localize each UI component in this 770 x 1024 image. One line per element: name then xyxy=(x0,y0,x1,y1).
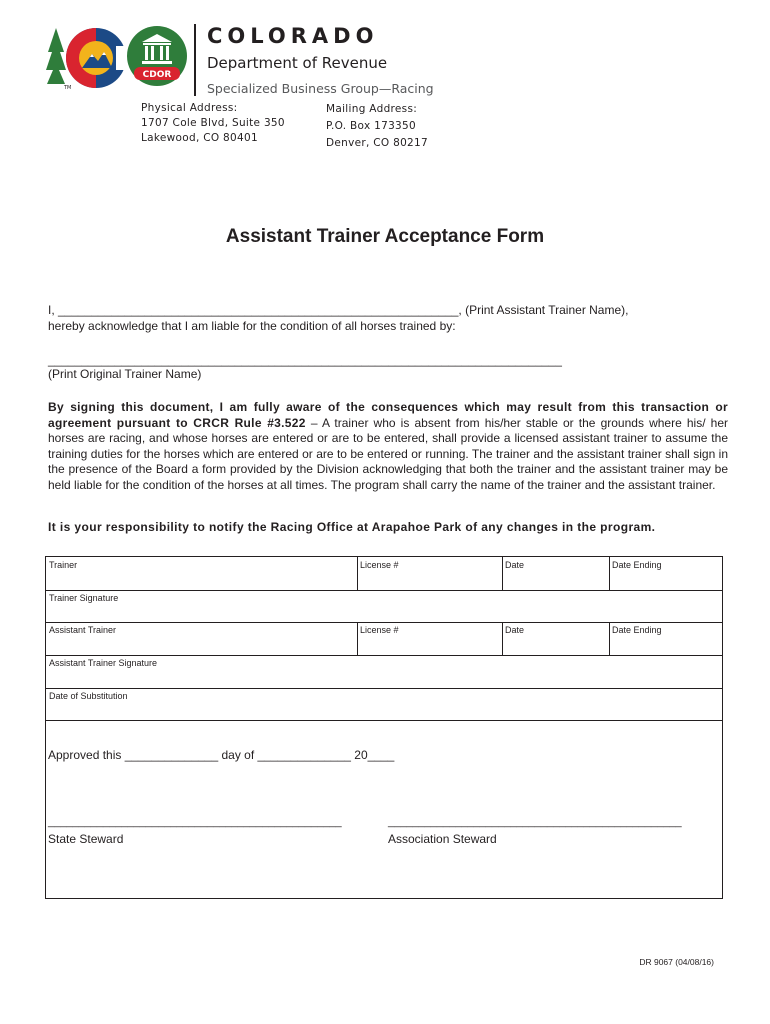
mailing-address-label: Mailing Address: xyxy=(326,103,418,115)
physical-address-city: Lakewood, CO 80401 xyxy=(141,132,258,144)
state-steward-label: State Steward xyxy=(48,832,124,846)
assistant-trainer-label: Assistant Trainer xyxy=(49,625,117,635)
trainer-date-ending-field[interactable] xyxy=(609,557,722,590)
form-title: Assistant Trainer Acceptance Form xyxy=(225,226,545,247)
assistant-trainer-name-line[interactable]: I, ____________________________________________________________, (Print Assistant Trainer Name), xyxy=(48,303,629,317)
physical-address-street: 1707 Cole Blvd, Suite 350 xyxy=(141,117,285,129)
colorado-logo xyxy=(46,24,128,90)
mailing-address-city: Denver, CO 80217 xyxy=(326,137,429,149)
trainer-signature-label: Trainer Signature xyxy=(49,593,119,603)
header-divider xyxy=(194,24,196,96)
mailing-address-box: P.O. Box 173350 xyxy=(326,120,416,132)
form-number: DR 9067 (04/08/16) xyxy=(639,957,714,967)
responsibility-notice: It is your responsibility to notify the Racing Office at Arapahoe Park of any changes in the program. xyxy=(48,520,656,534)
trainer-label: Trainer xyxy=(49,560,78,570)
consequences-bold: By signing this document, I am fully aware of the consequences which may result from this transaction or agreement pursuant to CRCR Rule #3.522 xyxy=(48,400,728,430)
trainer-field[interactable] xyxy=(46,557,357,590)
assistant-license-label: License # xyxy=(360,625,399,635)
svg-text:CDOR: CDOR xyxy=(142,70,172,80)
trainer-license-label: License # xyxy=(360,560,399,570)
consequences-paragraph xyxy=(48,400,728,494)
trainer-date-label: Date xyxy=(505,560,525,570)
assistant-signature-field[interactable] xyxy=(46,655,722,688)
svg-text:TM: TM xyxy=(64,85,72,90)
table-row-divider xyxy=(46,720,722,721)
trainer-date-ending-label: Date Ending xyxy=(612,560,662,570)
assistant-date-field[interactable] xyxy=(502,622,609,655)
trainer-license-field[interactable] xyxy=(357,557,502,590)
date-of-substitution-label: Date of Substitution xyxy=(49,691,128,701)
assistant-date-ending-field[interactable] xyxy=(609,622,722,655)
approved-line[interactable]: Approved this ______________ day of ______________ 20____ xyxy=(48,748,395,762)
association-steward-label: Association Steward xyxy=(388,832,497,846)
cdor-badge-logo xyxy=(126,24,188,88)
trainer-date-field[interactable] xyxy=(502,557,609,590)
assistant-license-field[interactable] xyxy=(357,622,502,655)
department-name: Department of Revenue xyxy=(207,54,388,72)
assistant-signature-label: Assistant Trainer Signature xyxy=(49,658,158,668)
trainer-signature-field[interactable] xyxy=(46,590,722,622)
association-steward-signature-line[interactable]: ________________________________________________ xyxy=(388,816,682,828)
assistant-trainer-field[interactable] xyxy=(46,622,357,655)
state-steward-signature-line[interactable]: ________________________________________________ xyxy=(48,816,342,828)
mailing-address xyxy=(326,101,428,152)
form-table xyxy=(45,556,723,899)
physical-address xyxy=(141,101,285,146)
state-name: COLORADO xyxy=(207,24,379,48)
consequences-rest: – A trainer who is absent from his/her stable or the grounds where his/ her horses are racing, and whose horses are entered or are to be entered, shall provide a licensed assistant trainer to assume the training duties for the horses which are entered or are to be entered or running. The trainer and the assistant trainer shall sign in the presence of the Board a form provided by the Division acknowledging that both the trainer and the assistant trainer may be held liable for the condition of the horses at all times. The program shall carry the name of the trainer and the assistant trainer. xyxy=(48,415,729,492)
acknowledgement-text: hereby acknowledge that I am liable for the condition of all horses trained by: xyxy=(48,319,456,333)
original-trainer-name-line[interactable]: _____________________________________________________________________________ xyxy=(48,353,562,367)
assistant-date-ending-label: Date Ending xyxy=(612,625,662,635)
assistant-date-label: Date xyxy=(505,625,525,635)
date-of-substitution-field[interactable] xyxy=(46,688,722,720)
physical-address-label: Physical Address: xyxy=(141,102,238,114)
group-name: Specialized Business Group—Racing xyxy=(207,81,434,96)
original-trainer-name-caption: (Print Original Trainer Name) xyxy=(48,367,202,381)
